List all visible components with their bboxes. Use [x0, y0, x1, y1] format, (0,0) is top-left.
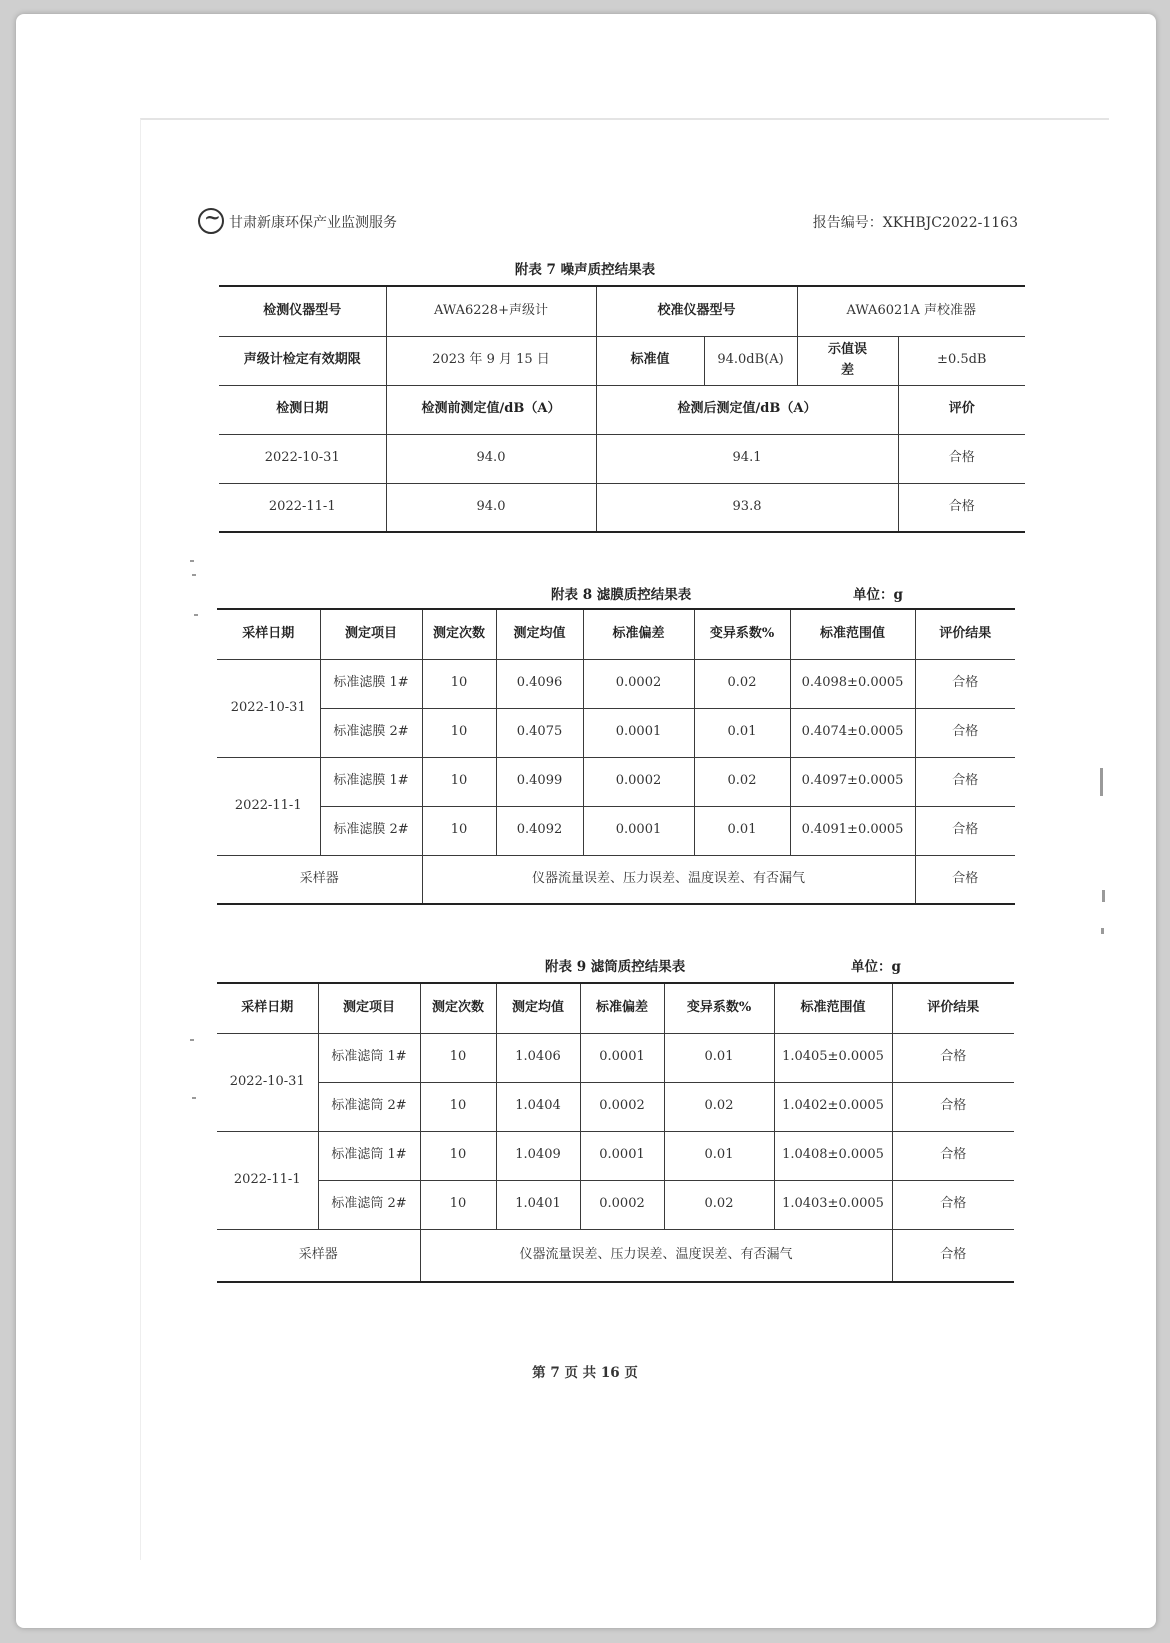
table7-caption: 附表 7 噪声质控结果表 [514, 262, 656, 278]
table-cell: 评价结果 [915, 609, 1015, 659]
table-cell: 1.0401 [496, 1180, 580, 1229]
table-cell: 0.02 [694, 659, 790, 708]
table-cell: 10 [420, 1180, 496, 1229]
table-row [217, 855, 1015, 904]
table-cell: 标准滤筒 1# [318, 1033, 420, 1082]
table-cell: 0.4092 [496, 806, 583, 855]
table-cell: 1.0406 [496, 1033, 580, 1082]
table-cell: 合格 [892, 1229, 1014, 1282]
table-row [217, 1180, 1014, 1229]
table-cell: 94.0dB(A) [704, 336, 797, 385]
table-cell: 采样日期 [217, 609, 320, 659]
table-cell: 10 [420, 1033, 496, 1082]
table-cell: 94.0 [386, 434, 596, 483]
scan-speck [1100, 768, 1103, 796]
table-cell: 仪器流量误差、压力误差、温度误差、有否漏气 [420, 1229, 892, 1282]
table-cell: 0.01 [694, 708, 790, 757]
page-number: 第 7 页 共 16 页 [532, 1365, 638, 1381]
table-cell: 测定项目 [320, 609, 422, 659]
table-cell: 标准滤膜 2# [320, 708, 422, 757]
scan-speck [192, 574, 196, 576]
table-cell: 0.02 [664, 1180, 774, 1229]
table-cell: 2022-10-31 [219, 434, 386, 483]
table-cell: 标准滤筒 1# [318, 1131, 420, 1180]
table-cell: 合格 [892, 1033, 1014, 1082]
table-cell: 合格 [915, 708, 1015, 757]
table-cell: 合格 [915, 855, 1015, 904]
table-cell: 0.01 [664, 1131, 774, 1180]
table-cell: 仪器流量误差、压力误差、温度误差、有否漏气 [422, 855, 915, 904]
table-cell: 合格 [898, 434, 1025, 483]
table-cell: 测定次数 [422, 609, 496, 659]
table-cell: 0.0001 [583, 806, 694, 855]
table-cell: 采样器 [217, 855, 422, 904]
table-cell: 2022-11-1 [217, 757, 320, 855]
scan-speck [190, 1039, 194, 1041]
table-cell: 10 [422, 806, 496, 855]
table-cell: 1.0409 [496, 1131, 580, 1180]
table-row [217, 983, 1014, 1033]
scan-speck [1102, 890, 1105, 902]
table-cell: 合格 [898, 483, 1025, 532]
table-row [217, 708, 1015, 757]
table-cell: 0.4097±0.0005 [790, 757, 915, 806]
table-cell: 0.01 [694, 806, 790, 855]
table-cell: 采样器 [217, 1229, 420, 1282]
table-cell: 变异系数% [694, 609, 790, 659]
report-number: 报告编号：XKHBJC2022-1163 [812, 215, 1018, 231]
table-cell: 1.0408±0.0005 [774, 1131, 892, 1180]
table-cell: 2022-11-1 [219, 483, 386, 532]
table-cell: 检测仪器型号 [219, 286, 386, 336]
table-row [219, 336, 1025, 385]
table-cell: 1.0402±0.0005 [774, 1082, 892, 1131]
table-cell: 0.0002 [583, 659, 694, 708]
table-cell: 测定均值 [496, 609, 583, 659]
table-cell: 0.01 [664, 1033, 774, 1082]
table-cell: 声级计检定有效期限 [219, 336, 386, 385]
table-cell: 1.0403±0.0005 [774, 1180, 892, 1229]
table-row [217, 659, 1015, 708]
table-cell: AWA6021A 声校准器 [797, 286, 1025, 336]
table-cell: 测定均值 [496, 983, 580, 1033]
table-cell: 合格 [892, 1082, 1014, 1131]
table-cell: 94.0 [386, 483, 596, 532]
table-cell: 0.02 [694, 757, 790, 806]
company-name: 甘肃新康环保产业监测服务 [229, 215, 397, 231]
table-cell: 0.4091±0.0005 [790, 806, 915, 855]
table-cell: 标准滤筒 2# [318, 1180, 420, 1229]
table9-caption: 附表 9 滤筒质控结果表 [545, 959, 686, 975]
scan-speck [194, 614, 198, 616]
table-cell: 2022-10-31 [217, 659, 320, 757]
table8-unit: 单位：g [853, 587, 903, 603]
table-cell: 2023 年 9 月 15 日 [386, 336, 596, 385]
table-cell: 0.0001 [580, 1033, 664, 1082]
table-row [219, 286, 1025, 336]
table-cell: 合格 [915, 659, 1015, 708]
table-cell: 标准滤膜 1# [320, 757, 422, 806]
table-cell: 93.8 [596, 483, 898, 532]
table-cell: 2022-11-1 [217, 1131, 318, 1229]
table-cell: 0.0001 [583, 708, 694, 757]
table-cell: 测定项目 [318, 983, 420, 1033]
table-cell: 0.4075 [496, 708, 583, 757]
table8-caption: 附表 8 滤膜质控结果表 [551, 587, 692, 603]
table-cell: 合格 [892, 1131, 1014, 1180]
noise-qc-table [219, 285, 1025, 533]
table-cell: 0.02 [664, 1082, 774, 1131]
table-cell: 标准值 [596, 336, 704, 385]
table-cell: 检测日期 [219, 385, 386, 434]
table-cell: 2022-10-31 [217, 1033, 318, 1131]
table-row [217, 806, 1015, 855]
table-cell: 10 [422, 757, 496, 806]
table-cell: ±0.5dB [898, 336, 1025, 385]
table-row [217, 1033, 1014, 1082]
table-cell: 校准仪器型号 [596, 286, 797, 336]
table-cell: 94.1 [596, 434, 898, 483]
table-cell: 1.0404 [496, 1082, 580, 1131]
table-cell: 合格 [892, 1180, 1014, 1229]
filter-cartridge-qc-table [217, 982, 1014, 1283]
table-cell: 检测后测定值/dB（A） [596, 385, 898, 434]
table-cell: 0.4098±0.0005 [790, 659, 915, 708]
table-cell: 标准滤膜 2# [320, 806, 422, 855]
table-row [219, 385, 1025, 434]
table-cell: 标准偏差 [580, 983, 664, 1033]
table-cell: 合格 [915, 757, 1015, 806]
table-cell: 1.0405±0.0005 [774, 1033, 892, 1082]
table-cell: 0.4074±0.0005 [790, 708, 915, 757]
table-cell: 评价结果 [892, 983, 1014, 1033]
table-cell: 10 [420, 1131, 496, 1180]
table-row [217, 757, 1015, 806]
table-cell: 标准范围值 [790, 609, 915, 659]
table-row [217, 609, 1015, 659]
company-logo-icon [198, 208, 224, 234]
table-cell: 测定次数 [420, 983, 496, 1033]
scan-speck [190, 560, 194, 562]
table-row [217, 1131, 1014, 1180]
table-cell: 0.4096 [496, 659, 583, 708]
table-cell: 0.0002 [580, 1180, 664, 1229]
table-cell: 标准偏差 [583, 609, 694, 659]
table-cell: 标准滤膜 1# [320, 659, 422, 708]
table-cell: AWA6228+声级计 [386, 286, 596, 336]
table-cell: 标准滤筒 2# [318, 1082, 420, 1131]
scan-speck [192, 1097, 196, 1099]
table-cell: 变异系数% [664, 983, 774, 1033]
page-header [198, 208, 1018, 238]
filter-membrane-qc-table [217, 608, 1015, 905]
table-row [219, 434, 1025, 483]
table-row [217, 1229, 1014, 1282]
table-cell: 检测前测定值/dB（A） [386, 385, 596, 434]
table-cell: 10 [422, 708, 496, 757]
table-cell: 采样日期 [217, 983, 318, 1033]
table-cell: 0.0001 [580, 1131, 664, 1180]
table-row [217, 1082, 1014, 1131]
table-cell: 评价 [898, 385, 1025, 434]
table-cell: 示值误差 [797, 336, 898, 385]
table-cell: 0.4099 [496, 757, 583, 806]
table9-unit: 单位：g [851, 959, 901, 975]
table-cell: 10 [422, 659, 496, 708]
table-cell: 合格 [915, 806, 1015, 855]
table-cell: 0.0002 [580, 1082, 664, 1131]
table-row [219, 483, 1025, 532]
table-cell: 标准范围值 [774, 983, 892, 1033]
scan-speck [1101, 928, 1104, 934]
table-cell: 0.0002 [583, 757, 694, 806]
table-cell: 10 [420, 1082, 496, 1131]
